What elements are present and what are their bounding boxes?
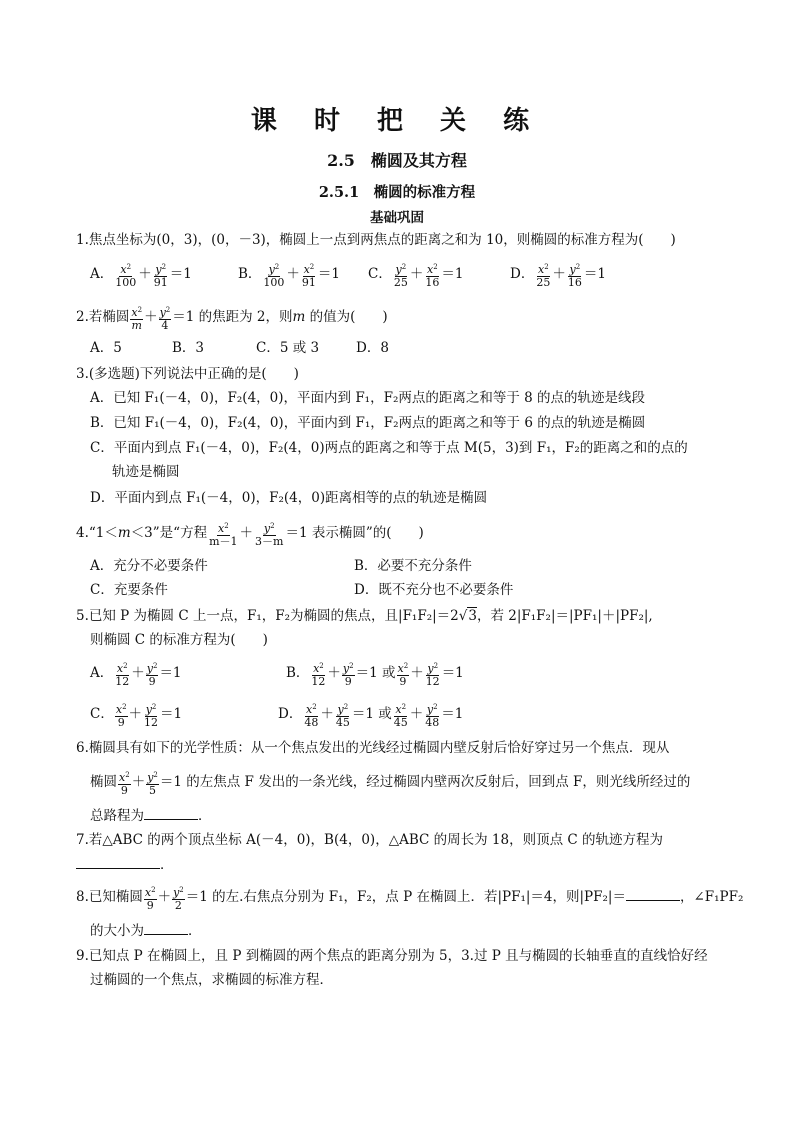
q3-option-a: A．已知 F₁(－4，0)，F₂(4，0)，平面内到 F₁，F₂两点的距离之和等于 8 的点的轨迹是线段: [90, 390, 646, 406]
q3-option-d: D．平面内到点 F₁(－4，0)，F₂(4，0)距离相等的点的轨迹是椭圆: [90, 490, 488, 506]
q1-option-b: B． $\frac{y^2}{100}$ ＋ $\frac{x^2}{91}$ ＝1: [238, 262, 341, 289]
q4-option-a: A．充分不必要条件: [90, 558, 208, 574]
q3-option-c-cont: 轨迹是椭圆: [112, 464, 180, 480]
q5-option-a: A． $\frac{x^2}{12}$ ＋ $\frac{y^2}{9}$ ＝1: [90, 661, 182, 688]
q6-stem: 6.椭圆具有如下的光学性质：从一个焦点发出的光线经过椭圆内壁反射后恰好穿过另一个焦点．现从: [76, 740, 670, 756]
q1-option-d: D． $\frac{x^2}{25}$ ＋ $\frac{y^2}{16}$ ＝1: [510, 262, 606, 289]
part-heading: 基础巩固: [370, 210, 424, 226]
q2-stem: 2.若椭圆 $\frac{x^2}{m}$ ＋ $\frac{y^2}{4}$ ＝1 的焦距为 2，则m 的值为( ): [76, 305, 388, 332]
q5-option-b: B． $\frac{x^2}{12}$ ＋ $\frac{y^2}{9}$ ＝1 或 $\frac{x^2}{9}$ ＋ $\frac{y^2}{12}$ ＝1: [286, 661, 464, 688]
answer-blank[interactable]: [76, 854, 160, 869]
q4-stem: 4.“1＜m＜3”是“方程 $\frac{x^2}{m-1}$ ＋ $\frac{y^2}{3-m}$ ＝1 表示椭圆”的( ): [76, 521, 424, 548]
q2-option-d: D．8: [356, 340, 389, 356]
q4-option-b: B．必要不充分条件: [354, 558, 472, 574]
q4-option-c: C．充要条件: [90, 582, 168, 598]
q2-option-c: C．5 或 3: [256, 340, 320, 356]
q1-stem: 1.焦点坐标为(0，3)，(0，－3)，椭圆上一点到两焦点的距离之和为 10，则椭圆的标准方程为( ): [76, 232, 676, 248]
q8-answer-line: 的大小为 ．: [90, 920, 202, 941]
answer-blank[interactable]: [144, 805, 198, 820]
q5-option-d: D． $\frac{x^2}{48}$ ＋ $\frac{y^2}{45}$ ＝1 或 $\frac{x^2}{45}$ ＋ $\frac{y^2}{48}$ ＝1: [278, 702, 464, 729]
q2-option-b: B．3: [172, 340, 205, 356]
q2-option-a: A．5: [90, 340, 122, 356]
section-heading: 2.5 椭圆及其方程: [327, 151, 467, 170]
q3-option-b: B．已知 F₁(－4，0)，F₂(4，0)，平面内到 F₁，F₂两点的距离之和等于 6 的点的轨迹是椭圆: [90, 415, 646, 431]
q1-option-c: C． $\frac{y^2}{25}$ ＋ $\frac{x^2}{16}$ ＝1: [368, 262, 464, 289]
q7-answer-line: ．: [76, 854, 174, 875]
q5-stem: 5.已知 P 为椭圆 C 上一点，F₁，F₂为椭圆的焦点，且|F₁F₂|＝2√3，若 2|F₁F₂|＝|PF₁|＋|PF₂|,: [76, 608, 653, 624]
q9-stem: 9.已知点 P 在椭圆上，且 P 到椭圆的两个焦点的距离分别为 5，3.过 P 且与椭圆的长轴垂直的直线恰好经: [76, 948, 708, 964]
q6-stem-cont: 椭圆 $\frac{x^2}{9}$ ＋ $\frac{y^2}{5}$ ＝1 的左焦点 F 发出的一条光线，经过椭圆内壁两次反射后，回到点 F，则光线所经过的: [90, 770, 691, 797]
answer-blank[interactable]: [144, 920, 188, 935]
q1-option-a: A． $\frac{x^2}{100}$ ＋ $\frac{y^2}{91}$ ＝1: [90, 262, 192, 289]
subsection-heading: 2.5.1 椭圆的标准方程: [318, 184, 476, 201]
q5-stem-cont: 则椭圆 C 的标准方程为( ): [90, 632, 268, 648]
answer-blank[interactable]: [626, 886, 680, 901]
q4-option-d: D．既不充分也不必要条件: [354, 582, 514, 598]
page-title: 课 时 把 关 练: [250, 106, 544, 136]
q9-stem-cont: 过椭圆的一个焦点，求椭圆的标准方程．: [90, 972, 333, 988]
q3-stem: 3.(多选题)下列说法中正确的是( ): [76, 366, 299, 382]
q3-option-c: C．平面内到点 F₁(－4，0)，F₂(4，0)两点的距离之和等于点 M(5，3)到 F₁，F₂的距离之和的点的: [90, 440, 688, 456]
q7-stem: 7.若△ABC 的两个顶点坐标 A(－4，0)，B(4，0)，△ABC 的周长为 18，则顶点 C 的轨迹方程为: [76, 832, 663, 848]
q6-answer-line: 总路程为 ．: [90, 805, 212, 826]
q8-stem: 8.已知椭圆 $\frac{x^2}{9}$ ＋ $\frac{y^2}{2}$ ＝1 的左.右焦点分别为 F₁，F₂，点 P 在椭圆上．若|PF₁|＝4，则|PF₂|＝ ，∠F₁PF₂: [76, 885, 744, 912]
q5-option-c: C． $\frac{x^2}{9}$ ＋ $\frac{y^2}{12}$ ＝1: [90, 702, 183, 729]
